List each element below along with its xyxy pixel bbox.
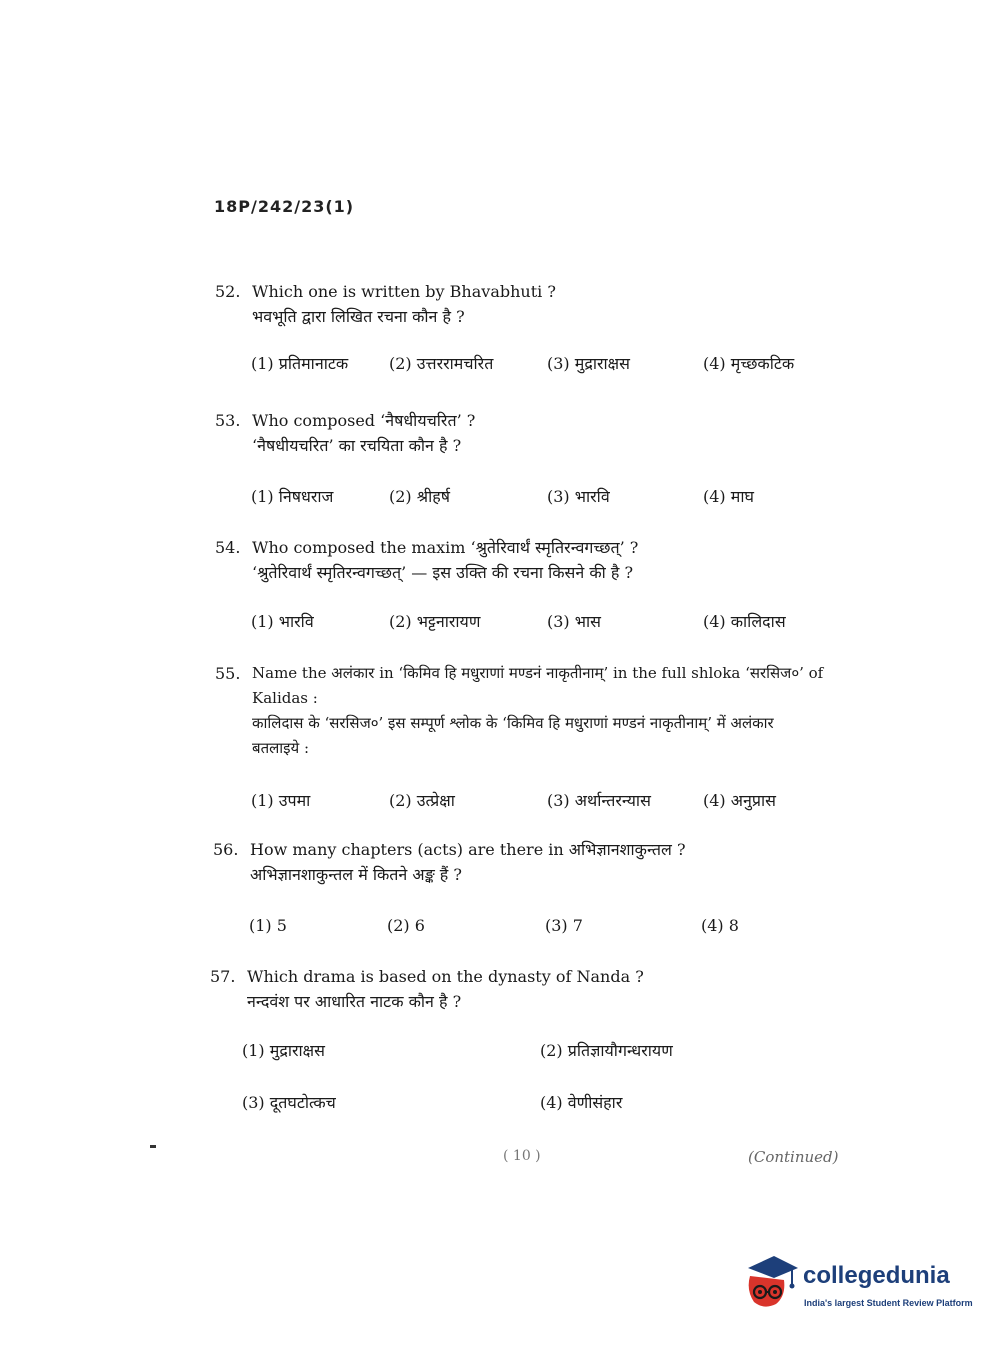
question-55 [215,661,855,811]
question-57 [210,964,850,1124]
option-2: (2) भट्टनारायण [389,612,481,631]
question-text-en: Who composed the maxim ‘श्रुतेरिवार्थं स्मृतिरन्वगच्छत्’ ? [252,538,639,557]
question-52 [215,279,855,379]
brand-logo [740,1250,973,1320]
question-text-hi: अभिज्ञानशाकुन्तल में कितने अङ्क हैं ? [250,865,462,884]
page-number: ( 10 ) [503,1148,541,1164]
option-3: (3) भारवि [547,487,610,506]
paper-code: 18P/242/23(1) [214,197,355,216]
question-number: 55. [215,664,241,683]
option-3: (3) अर्थान्तरन्यास [547,791,651,810]
question-number: 57. [210,967,236,986]
scan-mark [150,1145,156,1148]
continued-label: (Continued) [748,1148,839,1166]
option-2: (2) प्रतिज्ञायौगन्धरायण [540,1041,673,1060]
option-3: (3) भास [547,612,601,631]
question-text-hi: ‘श्रुतेरिवार्थं स्मृतिरन्वगच्छत्’ — इस उक्ति की रचना किसने की है ? [252,563,634,582]
question-53 [215,408,855,508]
question-56 [213,837,853,937]
question-text-hi: भवभूति द्वारा लिखित रचना कौन है ? [252,307,465,326]
option-2: (2) 6 [387,916,425,935]
brand-tagline: India's largest Student Review Platform [804,1298,973,1308]
option-3: (3) मुद्राराक्षस [547,354,630,373]
question-number: 54. [215,538,241,557]
question-text-en: Who composed ‘नैषधीयचरित’ ? [252,411,476,430]
brand-name: collegedunia [803,1262,950,1289]
option-4: (4) माघ [703,487,754,506]
option-1: (1) 5 [249,916,287,935]
option-4: (4) मृच्छकटिक [703,354,795,373]
option-4: (4) वेणीसंहार [540,1093,623,1112]
question-text-en: How many chapters (acts) are there in अभिज्ञानशाकुन्तल ? [250,840,686,859]
option-1: (1) मुद्राराक्षस [242,1041,325,1060]
question-text-hi: कालिदास के ‘सरसिज०’ इस सम्पूर्ण श्लोक के ‘किमिव हि मधुराणां मण्डनं नाकृतीनाम्’ में अलंकार [252,714,774,732]
question-text-en: Which drama is based on the dynasty of Nanda ? [247,967,644,986]
option-3: (3) दूतघटोत्कच [242,1093,336,1112]
option-3: (3) 7 [545,916,583,935]
option-1: (1) निषधराज [251,487,334,506]
question-text-hi-cont: बतलाइये : [252,739,310,757]
question-text-en: Which one is written by Bhavabhuti ? [252,282,556,301]
question-number: 53. [215,411,241,430]
option-4: (4) 8 [701,916,739,935]
option-2: (2) श्रीहर्ष [389,487,450,506]
question-text-en: Name the अलंकार in ‘किमिव हि मधुराणां मण्डनं नाकृतीनाम्’ in the full shloka ‘सरसिज०’ of [252,664,824,682]
option-4: (4) अनुप्रास [703,791,776,810]
question-text-en-cont: Kalidas : [252,689,318,707]
question-54 [215,535,855,635]
mascot-icon [740,1250,802,1312]
option-1: (1) प्रतिमानाटक [251,354,349,373]
option-1: (1) उपमा [251,791,311,810]
option-2: (2) उत्तररामचरित [389,354,494,373]
option-1: (1) भारवि [251,612,314,631]
option-4: (4) कालिदास [703,612,786,631]
question-number: 52. [215,282,241,301]
question-text-hi: ‘नैषधीयचरित’ का रचयिता कौन है ? [252,436,462,455]
option-2: (2) उत्प्रेक्षा [389,791,455,810]
question-number: 56. [213,840,239,859]
question-text-hi: नन्दवंश पर आधारित नाटक कौन है ? [247,992,462,1011]
